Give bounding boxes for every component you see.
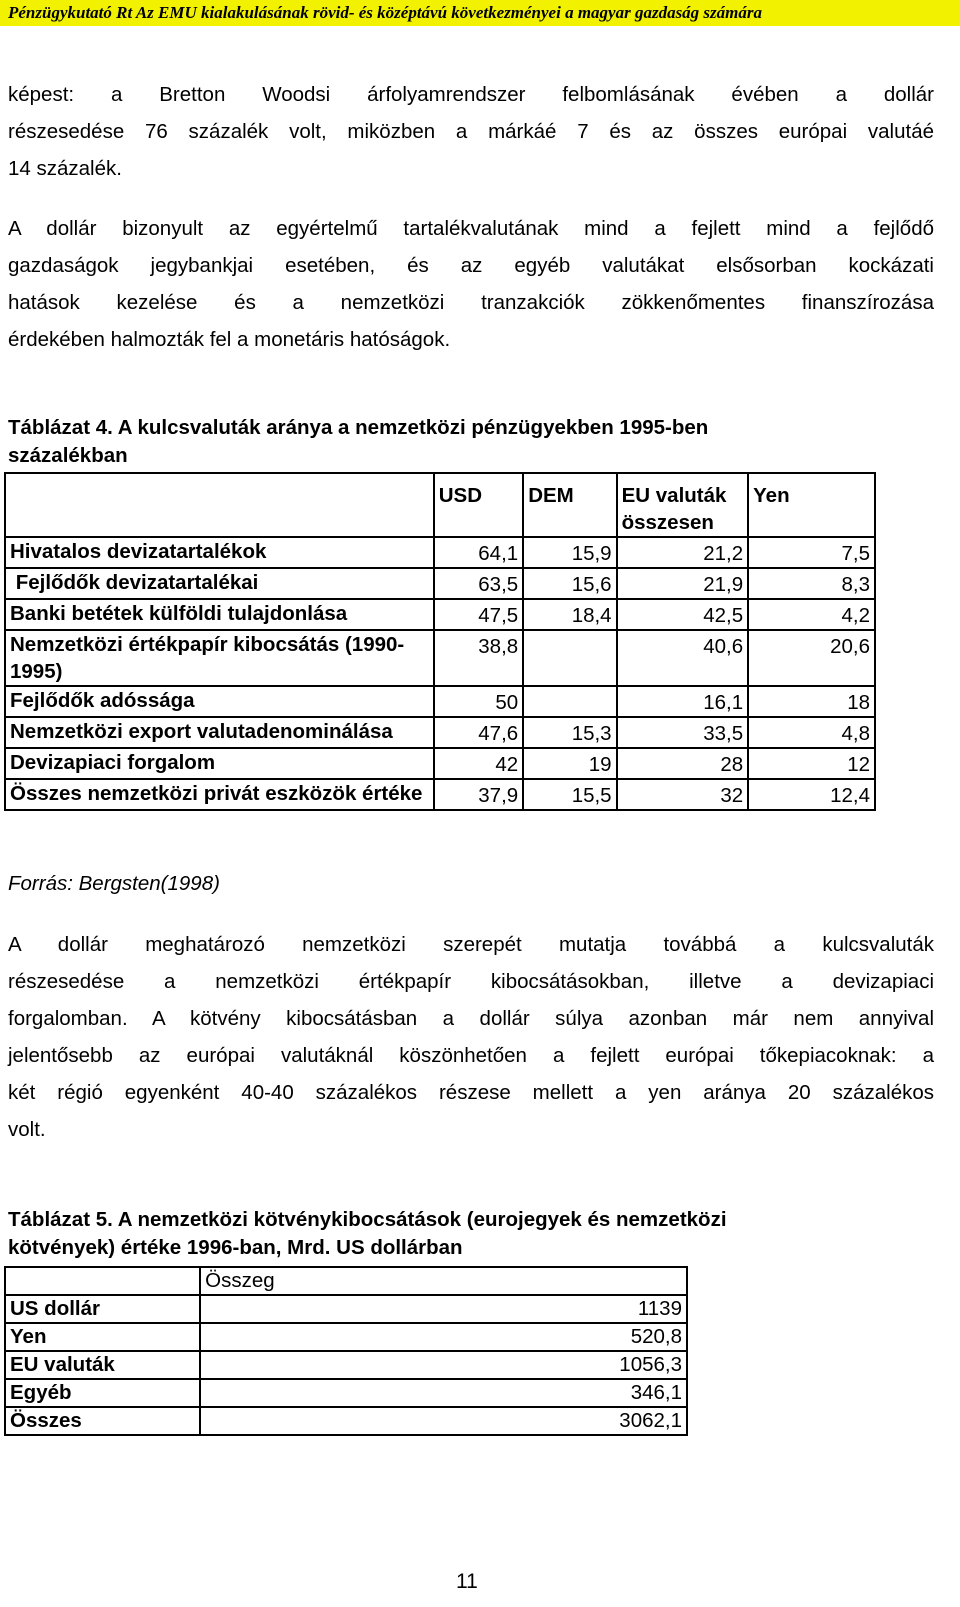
paragraph-line: két régió egyenként 40-40 százalékos részese mellett a yen aránya 20 százalékos xyxy=(8,1081,934,1104)
row-label: Yen xyxy=(5,1323,200,1351)
table-row xyxy=(5,748,875,779)
table-cell xyxy=(523,686,616,717)
table-cell: 16,1 xyxy=(617,686,749,717)
caption-line: Táblázat 5. A nemzetközi kötvénykibocsátások (eurojegyek és nemzetközi xyxy=(8,1208,727,1231)
header-title: Pénzügykutató Rt Az EMU kialakulásának rövid- és középtávú következményei a magyar gazdaság számára xyxy=(8,3,763,22)
table-5 xyxy=(4,1266,688,1436)
table-cell: 7,5 xyxy=(748,537,875,568)
table-cell: 12 xyxy=(748,748,875,779)
table-cell: 21,2 xyxy=(617,537,749,568)
table-cell: 28 xyxy=(617,748,749,779)
table-row xyxy=(5,599,875,630)
header-cell: Yen xyxy=(748,473,875,537)
row-label: EU valuták xyxy=(5,1351,200,1379)
table-cell: 21,9 xyxy=(617,568,749,599)
header-cell: USD xyxy=(434,473,523,537)
table-cell: 15,6 xyxy=(523,568,616,599)
table-cell: 15,9 xyxy=(523,537,616,568)
table-cell: 64,1 xyxy=(434,537,523,568)
table-cell: 8,3 xyxy=(748,568,875,599)
table-row xyxy=(5,1323,687,1351)
table-cell: 1056,3 xyxy=(200,1351,687,1379)
table-cell: 12,4 xyxy=(748,779,875,810)
table-cell: 38,8 xyxy=(434,630,523,686)
page-header xyxy=(0,0,960,26)
table4-caption xyxy=(8,414,948,470)
table-cell xyxy=(523,630,616,686)
table-cell: 3062,1 xyxy=(200,1407,687,1435)
table-4 xyxy=(4,472,876,811)
table-cell: 42,5 xyxy=(617,599,749,630)
table-cell: 33,5 xyxy=(617,717,749,748)
table-header-row xyxy=(5,1267,687,1295)
table-cell: 47,5 xyxy=(434,599,523,630)
table-cell: 1139 xyxy=(200,1295,687,1323)
table-cell: 4,8 xyxy=(748,717,875,748)
row-label: Fejlődők devizatartalékai xyxy=(5,568,434,599)
table-cell: 18,4 xyxy=(523,599,616,630)
table-cell: 346,1 xyxy=(200,1379,687,1407)
paragraph-line: gazdaságok jegybankjai esetében, és az egyéb valutákat elsősorban kockázati xyxy=(8,254,934,277)
table-cell: 47,6 xyxy=(434,717,523,748)
table-row xyxy=(5,537,875,568)
paragraph-line: jelentősebb az európai valutáknál köszönhetően a fejlett európai tőkepiacoknak: a xyxy=(8,1044,934,1067)
paragraph-3 xyxy=(8,926,934,1148)
header-cell: DEM xyxy=(523,473,616,537)
header-cell xyxy=(5,1267,200,1295)
paragraph-line: képest: a Bretton Woodsi árfolyamrendszer felbomlásának évében a dollár xyxy=(8,83,934,106)
paragraph-line: volt. xyxy=(8,1118,46,1141)
table-cell: 19 xyxy=(523,748,616,779)
table-cell: 18 xyxy=(748,686,875,717)
table-cell: 520,8 xyxy=(200,1323,687,1351)
table-row xyxy=(5,717,875,748)
paragraph-1 xyxy=(8,76,934,187)
header-cell: Összeg xyxy=(200,1267,687,1295)
table-row xyxy=(5,1295,687,1323)
table-row xyxy=(5,686,875,717)
row-label: Banki betétek külföldi tulajdonlása xyxy=(5,599,434,630)
table-cell: 37,9 xyxy=(434,779,523,810)
row-label: Összes xyxy=(5,1407,200,1435)
table-cell: 40,6 xyxy=(617,630,749,686)
paragraph-line: részesedése 76 százalék volt, miközben a márkáé 7 és az összes európai valutáé xyxy=(8,120,934,143)
paragraph-line: forgalomban. A kötvény kibocsátásban a dollár súlya azonban már nem annyival xyxy=(8,1007,934,1030)
table-row xyxy=(5,1351,687,1379)
row-label: Összes nemzetközi privát eszközök értéke xyxy=(5,779,434,810)
paragraph-line: A dollár bizonyult az egyértelmű tartalékvalutának mind a fejlett mind a fejlődő xyxy=(8,217,934,240)
table-row xyxy=(5,1379,687,1407)
row-label: Nemzetközi export valutadenominálása xyxy=(5,717,434,748)
table-cell: 15,5 xyxy=(523,779,616,810)
header-cell xyxy=(5,473,434,537)
header-cell: EU valuták összesen xyxy=(617,473,749,537)
table-cell: 42 xyxy=(434,748,523,779)
table-row xyxy=(5,568,875,599)
paragraph-line: hatások kezelése és a nemzetközi tranzakciók zökkenőmentes finanszírozása xyxy=(8,291,934,314)
table5-caption xyxy=(8,1206,948,1262)
row-label: US dollár xyxy=(5,1295,200,1323)
paragraph-2 xyxy=(8,210,934,358)
table-cell: 32 xyxy=(617,779,749,810)
table-cell: 20,6 xyxy=(748,630,875,686)
paragraph-line: A dollár meghatározó nemzetközi szerepét mutatja továbbá a kulcsvaluták xyxy=(8,933,934,956)
row-label: Nemzetközi értékpapír kibocsátás (1990-1995) xyxy=(5,630,434,686)
row-label: Fejlődők adóssága xyxy=(5,686,434,717)
paragraph-line: érdekében halmozták fel a monetáris hatóságok. xyxy=(8,328,451,351)
table-row xyxy=(5,630,875,686)
paragraph-line: részesedése a nemzetközi értékpapír kibocsátásokban, illetve a devizapiaci xyxy=(8,970,934,993)
table-cell: 15,3 xyxy=(523,717,616,748)
table4-source: Forrás: Bergsten(1998) xyxy=(8,872,220,895)
table-cell: 63,5 xyxy=(434,568,523,599)
row-label: Hivatalos devizatartalékok xyxy=(5,537,434,568)
table-header-row xyxy=(5,473,875,537)
row-label: Devizapiaci forgalom xyxy=(5,748,434,779)
caption-line: Táblázat 4. A kulcsvaluták aránya a nemzetközi pénzügyekben 1995-ben xyxy=(8,416,709,439)
row-label: Egyéb xyxy=(5,1379,200,1407)
table-cell: 50 xyxy=(434,686,523,717)
table-cell: 4,2 xyxy=(748,599,875,630)
table-row xyxy=(5,779,875,810)
paragraph-line: 14 százalék. xyxy=(8,157,122,180)
caption-line: kötvények) értéke 1996-ban, Mrd. US dollárban xyxy=(8,1236,463,1259)
caption-line: százalékban xyxy=(8,444,128,467)
table-row xyxy=(5,1407,687,1435)
page-number: 11 xyxy=(456,1570,478,1593)
